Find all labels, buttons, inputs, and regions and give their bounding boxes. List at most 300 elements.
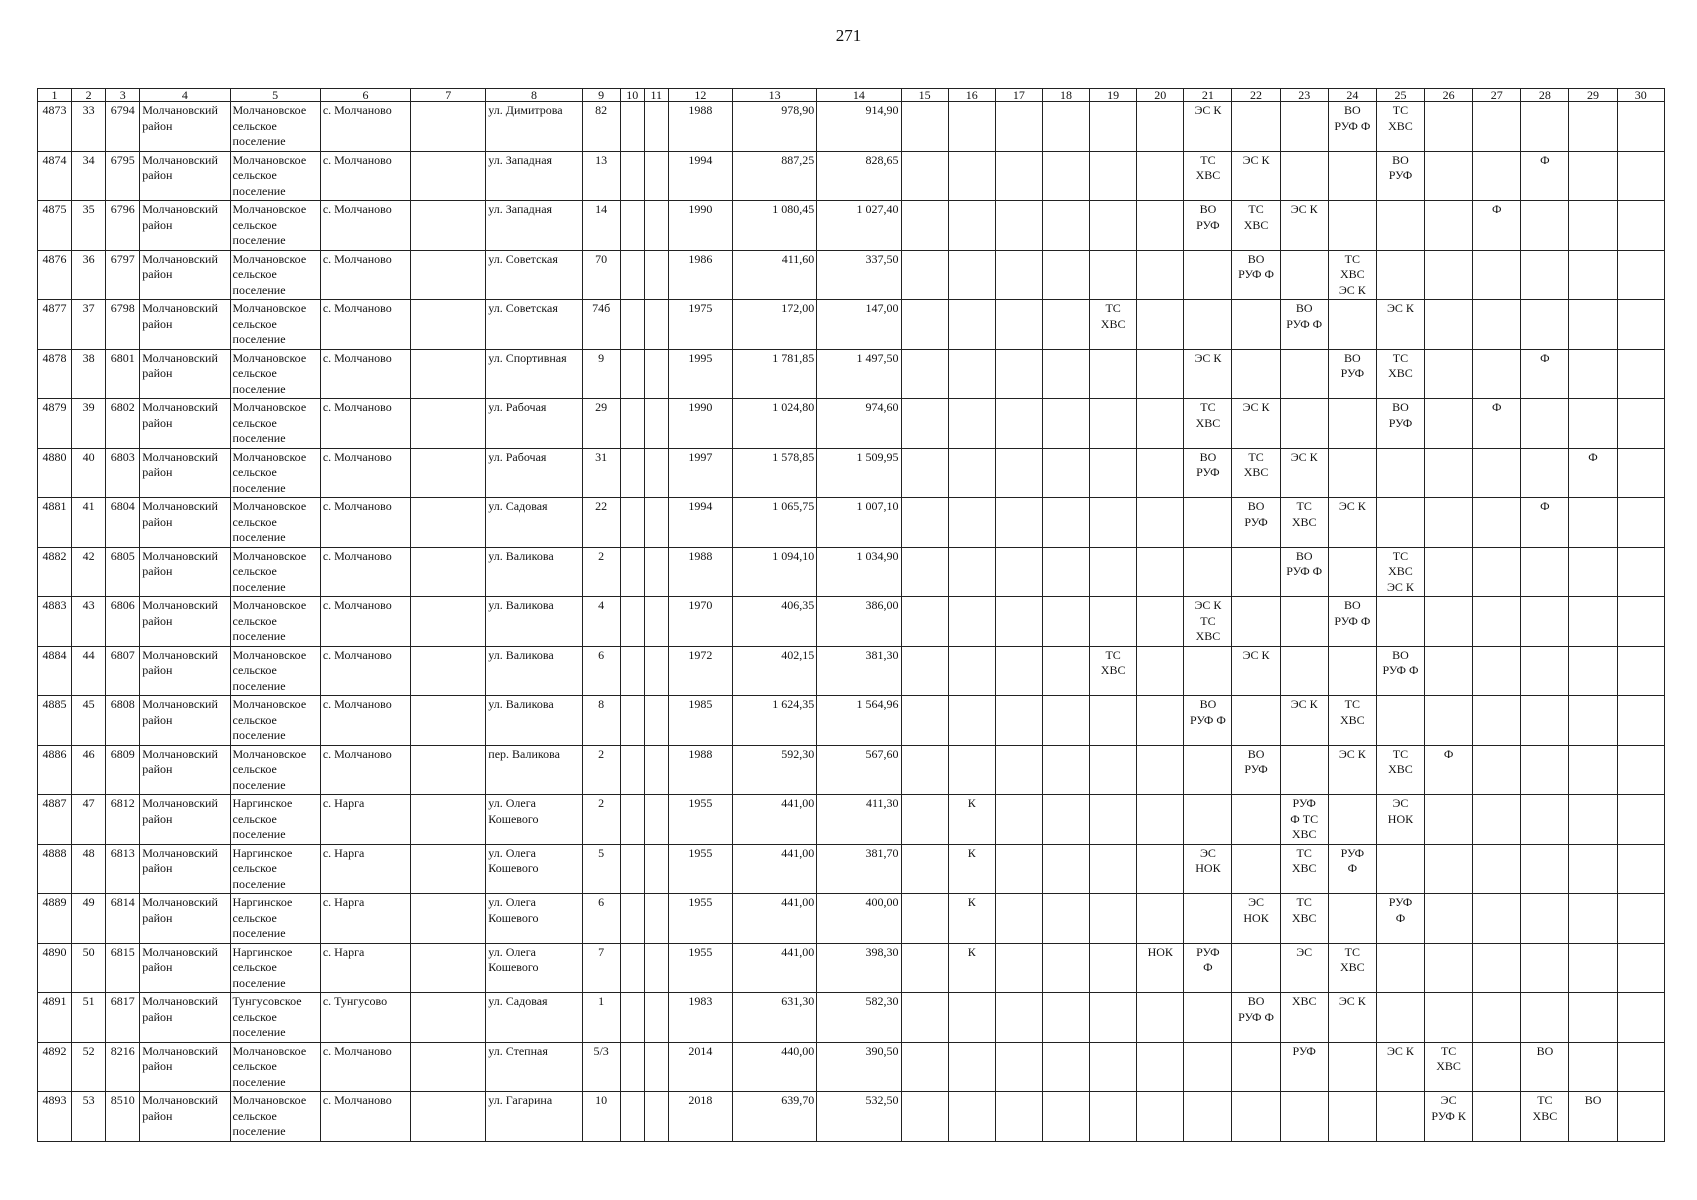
table-cell-col-27 <box>1473 547 1521 597</box>
table-cell-col-13: 440,00 <box>733 1042 817 1092</box>
table-cell-col-18 <box>1042 1042 1089 1092</box>
table-cell-col-20 <box>1137 102 1184 152</box>
table-cell-col-16 <box>948 993 995 1043</box>
table-cell-col-3: 6796 <box>106 201 140 251</box>
table-cell-col-7 <box>411 102 486 152</box>
table-cell-col-1: 4891 <box>38 993 72 1043</box>
table-cell-col-25: ЭС К <box>1376 1042 1424 1092</box>
table-cell-col-14: 1 564,96 <box>817 696 901 746</box>
table-cell-col-20 <box>1137 201 1184 251</box>
table-cell-col-5: Наргинское сельское поселение <box>230 894 320 944</box>
table-cell-col-9: 31 <box>582 448 620 498</box>
table-cell-col-26 <box>1425 498 1473 548</box>
table-cell-col-2: 41 <box>72 498 106 548</box>
table-cell-col-21 <box>1184 646 1232 696</box>
table-cell-col-12: 1988 <box>668 547 732 597</box>
table-cell-col-16 <box>948 300 995 350</box>
table-cell-col-25: ЭС К <box>1376 300 1424 350</box>
table-cell-col-1: 4889 <box>38 894 72 944</box>
table-cell-col-18 <box>1042 646 1089 696</box>
table-cell-col-22 <box>1232 597 1280 647</box>
table-cell-col-30 <box>1617 696 1664 746</box>
table-cell-col-6: с. Молчаново <box>320 646 410 696</box>
table-cell-col-20 <box>1137 349 1184 399</box>
table-cell-col-18 <box>1042 102 1089 152</box>
table-cell-col-25 <box>1376 696 1424 746</box>
table-cell-col-20 <box>1137 696 1184 746</box>
table-cell-col-18 <box>1042 349 1089 399</box>
table-cell-col-12: 1985 <box>668 696 732 746</box>
table-cell-col-24 <box>1328 1042 1376 1092</box>
table-cell-col-23 <box>1280 1092 1328 1142</box>
column-number-cell: 26 <box>1425 89 1473 102</box>
table-cell-col-1: 4882 <box>38 547 72 597</box>
table-cell-col-9: 7 <box>582 943 620 993</box>
table-cell-col-26: ТС ХВС <box>1425 1042 1473 1092</box>
table-cell-col-6: с. Молчаново <box>320 102 410 152</box>
table-cell-col-4: Молчановский район <box>140 696 230 746</box>
table-cell-col-6: с. Нарга <box>320 943 410 993</box>
table-cell-col-17 <box>995 250 1042 300</box>
table-cell-col-27 <box>1473 1092 1521 1142</box>
table-cell-col-30 <box>1617 745 1664 795</box>
table-cell-col-30 <box>1617 547 1664 597</box>
table-cell-col-4: Молчановский район <box>140 894 230 944</box>
table-cell-col-9: 4 <box>582 597 620 647</box>
table-cell-col-10 <box>620 894 644 944</box>
table-cell-col-3: 6808 <box>106 696 140 746</box>
table-cell-col-9: 82 <box>582 102 620 152</box>
table-cell-col-30 <box>1617 993 1664 1043</box>
table-cell-col-25 <box>1376 597 1424 647</box>
table-cell-col-13: 1 065,75 <box>733 498 817 548</box>
table-cell-col-1: 4884 <box>38 646 72 696</box>
table-cell-col-20 <box>1137 300 1184 350</box>
table-cell-col-3: 8510 <box>106 1092 140 1142</box>
table-cell-col-22 <box>1232 795 1280 845</box>
table-cell-col-5: Молчановское сельское поселение <box>230 646 320 696</box>
table-cell-col-10 <box>620 646 644 696</box>
table-cell-col-7 <box>411 597 486 647</box>
table-cell-col-28 <box>1521 597 1569 647</box>
table-cell-col-11 <box>644 547 668 597</box>
table-cell-col-5: Молчановское сельское поселение <box>230 696 320 746</box>
table-cell-col-22: ЭС К <box>1232 399 1280 449</box>
table-cell-col-14: 532,50 <box>817 1092 901 1142</box>
table-cell-col-5: Молчановское сельское поселение <box>230 250 320 300</box>
table-cell-col-29 <box>1569 201 1617 251</box>
table-cell-col-24 <box>1328 795 1376 845</box>
table-cell-col-17 <box>995 151 1042 201</box>
table-cell-col-12: 1988 <box>668 745 732 795</box>
table-cell-col-24: ВО РУФ Ф <box>1328 102 1376 152</box>
table-cell-col-23: РУФ Ф ТС ХВС <box>1280 795 1328 845</box>
table-cell-col-24: ЭС К <box>1328 498 1376 548</box>
table-cell-col-25 <box>1376 201 1424 251</box>
table-cell-col-19 <box>1090 795 1137 845</box>
table-cell-col-27 <box>1473 1042 1521 1092</box>
table-cell-col-13: 441,00 <box>733 844 817 894</box>
table-cell-col-25 <box>1376 448 1424 498</box>
table-cell-col-30 <box>1617 844 1664 894</box>
column-number-cell: 19 <box>1090 89 1137 102</box>
table-cell-col-17 <box>995 448 1042 498</box>
column-number-row <box>38 89 1665 102</box>
table-cell-col-4: Молчановский район <box>140 300 230 350</box>
table-cell-col-5: Молчановское сельское поселение <box>230 745 320 795</box>
column-number-cell: 22 <box>1232 89 1280 102</box>
table-cell-col-23: ЭС К <box>1280 201 1328 251</box>
table-cell-col-6: с. Молчаново <box>320 250 410 300</box>
table-cell-col-14: 974,60 <box>817 399 901 449</box>
table-cell-col-29 <box>1569 993 1617 1043</box>
table-cell-col-11 <box>644 597 668 647</box>
table-cell-col-17 <box>995 795 1042 845</box>
table-cell-col-9: 22 <box>582 498 620 548</box>
table-cell-col-5: Молчановское сельское поселение <box>230 349 320 399</box>
table-cell-col-9: 5 <box>582 844 620 894</box>
table-cell-col-7 <box>411 349 486 399</box>
table-cell-col-26 <box>1425 349 1473 399</box>
table-cell-col-10 <box>620 349 644 399</box>
table-cell-col-12: 1990 <box>668 399 732 449</box>
table-row <box>38 448 1665 498</box>
table-cell-col-29 <box>1569 399 1617 449</box>
table-cell-col-3: 6803 <box>106 448 140 498</box>
table-cell-col-2: 34 <box>72 151 106 201</box>
column-number-cell: 10 <box>620 89 644 102</box>
table-cell-col-12: 1955 <box>668 894 732 944</box>
table-cell-col-13: 631,30 <box>733 993 817 1043</box>
table-cell-col-23: РУФ <box>1280 1042 1328 1092</box>
table-cell-col-8: ул. Садовая <box>486 993 582 1043</box>
table-cell-col-13: 1 080,45 <box>733 201 817 251</box>
table-cell-col-25 <box>1376 943 1424 993</box>
table-cell-col-28 <box>1521 943 1569 993</box>
table-cell-col-16 <box>948 448 995 498</box>
table-cell-col-9: 29 <box>582 399 620 449</box>
table-cell-col-17 <box>995 349 1042 399</box>
table-cell-col-2: 52 <box>72 1042 106 1092</box>
table-cell-col-24: ТС ХВС <box>1328 696 1376 746</box>
table-cell-col-19 <box>1090 1092 1137 1142</box>
table-cell-col-15 <box>901 498 948 548</box>
table-cell-col-16 <box>948 349 995 399</box>
table-cell-col-18 <box>1042 300 1089 350</box>
table-cell-col-9: 2 <box>582 745 620 795</box>
table-cell-col-26 <box>1425 250 1473 300</box>
table-cell-col-17 <box>995 399 1042 449</box>
table-cell-col-24: ЭС К <box>1328 745 1376 795</box>
column-number-cell: 13 <box>733 89 817 102</box>
table-cell-col-11 <box>644 993 668 1043</box>
table-cell-col-24: ЭС К <box>1328 993 1376 1043</box>
table-cell-col-20 <box>1137 745 1184 795</box>
table-cell-col-16: К <box>948 894 995 944</box>
housing-register-table <box>37 88 1665 1142</box>
table-cell-col-23 <box>1280 745 1328 795</box>
table-cell-col-19 <box>1090 844 1137 894</box>
table-cell-col-28 <box>1521 300 1569 350</box>
table-cell-col-21 <box>1184 993 1232 1043</box>
table-cell-col-18 <box>1042 943 1089 993</box>
table-cell-col-30 <box>1617 250 1664 300</box>
table-cell-col-10 <box>620 696 644 746</box>
table-cell-col-17 <box>995 597 1042 647</box>
table-cell-col-22: ВО РУФ Ф <box>1232 993 1280 1043</box>
table-cell-col-14: 567,60 <box>817 745 901 795</box>
table-cell-col-22 <box>1232 102 1280 152</box>
column-number-cell: 27 <box>1473 89 1521 102</box>
table-cell-col-25 <box>1376 250 1424 300</box>
table-cell-col-17 <box>995 1042 1042 1092</box>
table-cell-col-5: Молчановское сельское поселение <box>230 498 320 548</box>
table-cell-col-24 <box>1328 300 1376 350</box>
table-cell-col-11 <box>644 498 668 548</box>
table-cell-col-29 <box>1569 943 1617 993</box>
table-cell-col-1: 4893 <box>38 1092 72 1142</box>
table-cell-col-25 <box>1376 993 1424 1043</box>
table-cell-col-15 <box>901 201 948 251</box>
table-cell-col-5: Молчановское сельское поселение <box>230 399 320 449</box>
table-cell-col-8: ул. Валикова <box>486 597 582 647</box>
column-number-cell: 12 <box>668 89 732 102</box>
table-cell-col-28 <box>1521 399 1569 449</box>
table-cell-col-19 <box>1090 349 1137 399</box>
table-cell-col-17 <box>995 498 1042 548</box>
table-cell-col-8: ул. Рабочая <box>486 399 582 449</box>
table-cell-col-21 <box>1184 1092 1232 1142</box>
table-cell-col-15 <box>901 993 948 1043</box>
table-cell-col-12: 1983 <box>668 993 732 1043</box>
table-cell-col-28 <box>1521 795 1569 845</box>
table-cell-col-7 <box>411 498 486 548</box>
table-row <box>38 844 1665 894</box>
table-cell-col-3: 6815 <box>106 943 140 993</box>
table-cell-col-25: ТС ХВС <box>1376 745 1424 795</box>
table-cell-col-26 <box>1425 201 1473 251</box>
table-cell-col-24: РУФ Ф <box>1328 844 1376 894</box>
table-cell-col-22: ЭС НОК <box>1232 894 1280 944</box>
table-cell-col-11 <box>644 102 668 152</box>
table-cell-col-9: 13 <box>582 151 620 201</box>
table-cell-col-1: 4876 <box>38 250 72 300</box>
table-row <box>38 498 1665 548</box>
table-cell-col-15 <box>901 646 948 696</box>
table-cell-col-6: с. Молчаново <box>320 399 410 449</box>
table-cell-col-5: Молчановское сельское поселение <box>230 547 320 597</box>
table-cell-col-25: РУФ Ф <box>1376 894 1424 944</box>
table-cell-col-20 <box>1137 399 1184 449</box>
table-cell-col-13: 411,60 <box>733 250 817 300</box>
table-cell-col-8: ул. Западная <box>486 151 582 201</box>
table-cell-col-26 <box>1425 151 1473 201</box>
table-cell-col-23: ЭС К <box>1280 448 1328 498</box>
column-number-cell: 17 <box>995 89 1042 102</box>
table-cell-col-27 <box>1473 151 1521 201</box>
table-cell-col-24: ТС ХВС ЭС К <box>1328 250 1376 300</box>
table-cell-col-23 <box>1280 646 1328 696</box>
table-cell-col-7 <box>411 993 486 1043</box>
table-cell-col-14: 398,30 <box>817 943 901 993</box>
table-cell-col-5: Молчановское сельское поселение <box>230 1092 320 1142</box>
table-cell-col-26 <box>1425 597 1473 647</box>
table-cell-col-12: 1994 <box>668 151 732 201</box>
table-cell-col-23: ТС ХВС <box>1280 844 1328 894</box>
table-cell-col-16 <box>948 1042 995 1092</box>
table-cell-col-7 <box>411 696 486 746</box>
column-number-cell: 30 <box>1617 89 1664 102</box>
table-cell-col-8: ул. Димитрова <box>486 102 582 152</box>
table-cell-col-9: 74б <box>582 300 620 350</box>
table-cell-col-30 <box>1617 894 1664 944</box>
table-cell-col-30 <box>1617 943 1664 993</box>
table-cell-col-24 <box>1328 547 1376 597</box>
table-cell-col-5: Молчановское сельское поселение <box>230 102 320 152</box>
table-cell-col-6: с. Нарга <box>320 844 410 894</box>
column-number-cell: 4 <box>140 89 230 102</box>
table-cell-col-17 <box>995 844 1042 894</box>
table-cell-col-2: 47 <box>72 795 106 845</box>
table-cell-col-8: ул. Рабочая <box>486 448 582 498</box>
table-cell-col-30 <box>1617 201 1664 251</box>
table-cell-col-10 <box>620 795 644 845</box>
table-cell-col-17 <box>995 547 1042 597</box>
table-cell-col-8: ул. Советская <box>486 250 582 300</box>
table-cell-col-13: 1 094,10 <box>733 547 817 597</box>
table-cell-col-27 <box>1473 102 1521 152</box>
table-cell-col-23: ВО РУФ Ф <box>1280 300 1328 350</box>
table-cell-col-15 <box>901 1092 948 1142</box>
table-row <box>38 399 1665 449</box>
table-cell-col-14: 381,30 <box>817 646 901 696</box>
table-row <box>38 201 1665 251</box>
table-cell-col-7 <box>411 151 486 201</box>
table-cell-col-29 <box>1569 151 1617 201</box>
table-cell-col-30 <box>1617 151 1664 201</box>
table-cell-col-18 <box>1042 498 1089 548</box>
table-cell-col-16: К <box>948 844 995 894</box>
table-cell-col-3: 6812 <box>106 795 140 845</box>
table-cell-col-29 <box>1569 300 1617 350</box>
table-cell-col-27 <box>1473 894 1521 944</box>
table-cell-col-15 <box>901 1042 948 1092</box>
table-cell-col-9: 9 <box>582 349 620 399</box>
table-cell-col-13: 406,35 <box>733 597 817 647</box>
table-cell-col-22 <box>1232 696 1280 746</box>
table-cell-col-7 <box>411 399 486 449</box>
table-cell-col-15 <box>901 943 948 993</box>
column-number-cell: 9 <box>582 89 620 102</box>
table-cell-col-26 <box>1425 102 1473 152</box>
table-cell-col-27 <box>1473 795 1521 845</box>
table-cell-col-23 <box>1280 250 1328 300</box>
table-row <box>38 943 1665 993</box>
table-cell-col-28: Ф <box>1521 151 1569 201</box>
table-row <box>38 597 1665 647</box>
table-cell-col-12: 1995 <box>668 349 732 399</box>
table-cell-col-19 <box>1090 399 1137 449</box>
table-cell-col-10 <box>620 745 644 795</box>
table-cell-col-9: 70 <box>582 250 620 300</box>
table-cell-col-12: 1975 <box>668 300 732 350</box>
table-cell-col-28: ВО <box>1521 1042 1569 1092</box>
table-cell-col-22 <box>1232 1092 1280 1142</box>
table-cell-col-17 <box>995 1092 1042 1142</box>
table-cell-col-18 <box>1042 993 1089 1043</box>
table-cell-col-14: 828,65 <box>817 151 901 201</box>
table-cell-col-2: 40 <box>72 448 106 498</box>
table-cell-col-24 <box>1328 201 1376 251</box>
table-cell-col-2: 46 <box>72 745 106 795</box>
table-cell-col-14: 914,90 <box>817 102 901 152</box>
table-row <box>38 795 1665 845</box>
table-cell-col-25: ЭС НОК <box>1376 795 1424 845</box>
table-cell-col-16 <box>948 597 995 647</box>
table-cell-col-23: ЭС <box>1280 943 1328 993</box>
table-row <box>38 894 1665 944</box>
table-cell-col-2: 53 <box>72 1092 106 1142</box>
table-cell-col-30 <box>1617 646 1664 696</box>
column-number-cell: 29 <box>1569 89 1617 102</box>
table-cell-col-20 <box>1137 547 1184 597</box>
table-cell-col-1: 4881 <box>38 498 72 548</box>
table-cell-col-18 <box>1042 844 1089 894</box>
table-cell-col-21 <box>1184 894 1232 944</box>
table-cell-col-12: 1955 <box>668 844 732 894</box>
table-cell-col-1: 4880 <box>38 448 72 498</box>
column-number-cell: 2 <box>72 89 106 102</box>
table-cell-col-24 <box>1328 894 1376 944</box>
table-cell-col-4: Молчановский район <box>140 547 230 597</box>
table-cell-col-26 <box>1425 646 1473 696</box>
table-cell-col-17 <box>995 201 1042 251</box>
table-cell-col-29 <box>1569 844 1617 894</box>
table-cell-col-24: ТС ХВС <box>1328 943 1376 993</box>
table-cell-col-6: с. Молчаново <box>320 300 410 350</box>
table-cell-col-21 <box>1184 300 1232 350</box>
table-cell-col-23: ЭС К <box>1280 696 1328 746</box>
table-cell-col-10 <box>620 201 644 251</box>
table-cell-col-9: 6 <box>582 646 620 696</box>
table-cell-col-13: 441,00 <box>733 943 817 993</box>
table-cell-col-6: с. Молчаново <box>320 597 410 647</box>
table-cell-col-25 <box>1376 844 1424 894</box>
table-cell-col-3: 6807 <box>106 646 140 696</box>
table-cell-col-1: 4879 <box>38 399 72 449</box>
table-cell-col-18 <box>1042 894 1089 944</box>
table-row <box>38 250 1665 300</box>
table-cell-col-5: Молчановское сельское поселение <box>230 597 320 647</box>
table-cell-col-24 <box>1328 646 1376 696</box>
table-cell-col-8: ул. Западная <box>486 201 582 251</box>
table-cell-col-7 <box>411 201 486 251</box>
table-cell-col-13: 592,30 <box>733 745 817 795</box>
table-cell-col-29 <box>1569 696 1617 746</box>
table-cell-col-21: ЭС К <box>1184 349 1232 399</box>
table-cell-col-7 <box>411 300 486 350</box>
table-cell-col-18 <box>1042 696 1089 746</box>
table-cell-col-7 <box>411 646 486 696</box>
table-cell-col-17 <box>995 696 1042 746</box>
page-number: 271 <box>835 26 862 45</box>
table-cell-col-12: 1997 <box>668 448 732 498</box>
table-cell-col-27 <box>1473 745 1521 795</box>
table-cell-col-7 <box>411 795 486 845</box>
table-cell-col-1: 4886 <box>38 745 72 795</box>
table-cell-col-11 <box>644 399 668 449</box>
table-cell-col-19 <box>1090 1042 1137 1092</box>
